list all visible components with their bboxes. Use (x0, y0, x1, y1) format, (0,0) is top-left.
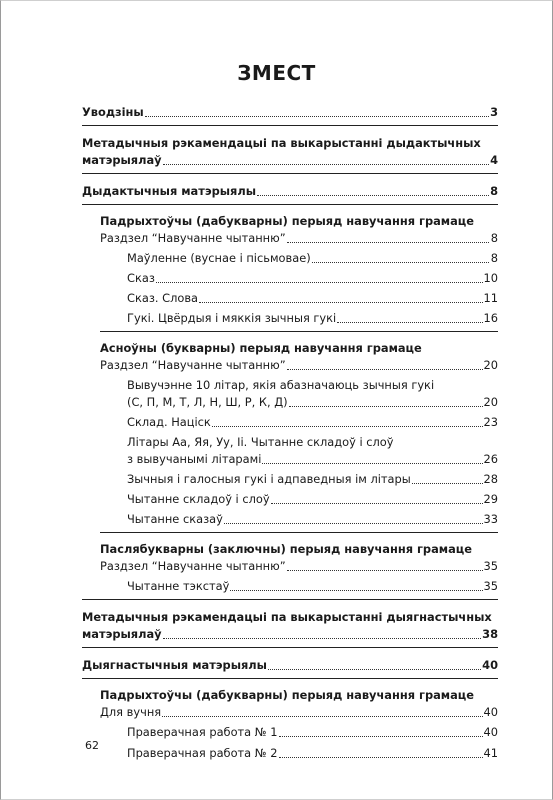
toc-page-number: 20 (483, 358, 498, 372)
toc-section-main (82, 340, 498, 528)
toc-page-number: 4 (490, 153, 498, 167)
toc-entry-label: Раздзел “Навучанне чытанню” (100, 358, 286, 372)
toc-entry-label-line2: матэрыялаў (82, 627, 162, 641)
toc-page-number: 35 (483, 579, 498, 593)
toc-entry-label: Дыдактычныя матэрыялы (82, 184, 256, 198)
toc-page-number: 28 (483, 472, 498, 486)
dot-leader (271, 502, 483, 504)
toc-entry-label-line2: матэрыялаў (82, 153, 162, 167)
toc-subheading: Асноўны (букварны) перыяд навучання грамаце (100, 341, 422, 355)
toc-section-preparatory (82, 213, 498, 327)
dot-leader (224, 522, 483, 524)
toc-subheading: Падрыхтоўчы (дабукварны) перыяд навучання грамаце (100, 688, 474, 702)
toc-entry-method-recommendations-didactic[interactable] (82, 135, 498, 169)
toc-entry-item[interactable] (127, 745, 498, 762)
dot-leader (163, 163, 489, 165)
dot-leader (312, 261, 489, 263)
toc-entry-label-line1: Вывучэнне 10 літар, якія абазначаюць зычныя гукі (127, 378, 435, 392)
toc-entry-item[interactable] (127, 724, 498, 741)
toc-section-diagnostic-preparatory (82, 687, 498, 762)
toc-subheading: Падрыхтоўчы (дабукварны) перыяд навучання грамаце (100, 214, 474, 228)
toc-page-number: 11 (483, 291, 498, 305)
toc-entry-label: Уводзіны (82, 105, 144, 119)
toc-entry-label: Раздзел “Навучанне чытанню” (100, 231, 286, 245)
toc-page-number: 23 (483, 415, 498, 429)
dot-leader (199, 301, 482, 303)
toc-entry-method-recommendations-diagnostic[interactable] (82, 609, 498, 643)
dot-leader (287, 368, 483, 370)
toc-entry-label: Для вучня (100, 705, 162, 719)
toc-entry-label: Сказ (127, 271, 155, 285)
dot-leader (287, 241, 489, 243)
toc-page-number: 8 (490, 184, 498, 198)
dot-leader (162, 715, 482, 717)
toc-entry-item[interactable] (127, 270, 498, 287)
dot-leader (279, 756, 483, 758)
dot-leader (412, 482, 483, 484)
toc-entry-didactic-materials[interactable] (82, 183, 498, 200)
toc-entry-label: Зычныя і галосныя гукі і адпаведныя ім літары (127, 472, 411, 486)
toc-section-post (82, 541, 498, 595)
toc-entry-label-line1: Літары Аа, Яя, Уу, Іі. Чытанне складоў і слоў (127, 435, 394, 449)
toc-entry-item[interactable] (127, 578, 498, 595)
toc-page-number: 16 (483, 311, 498, 325)
toc-entry-item[interactable] (127, 414, 498, 431)
toc-page-number: 26 (483, 452, 498, 466)
toc-page-number: 33 (483, 512, 498, 526)
page-number: 62 (85, 739, 99, 752)
dot-leader (268, 668, 481, 670)
toc-page-number: 8 (490, 251, 498, 265)
toc-entry-label: Дыягнастычныя матэрыялы (82, 658, 267, 672)
toc-entry-label: Маўленне (вуснае і пісьмовае) (127, 251, 311, 265)
toc-page-number: 35 (483, 559, 498, 573)
dot-leader (163, 637, 482, 639)
toc-entry-label: Гукі. Цвёрдыя і мяккія зычныя гукі (127, 311, 337, 325)
toc-entry-label: Чытанне тэкстаў (127, 579, 230, 593)
dot-leader (287, 569, 483, 571)
toc-entry-item[interactable] (127, 290, 498, 307)
dot-leader (262, 462, 482, 464)
toc-page-number: 20 (483, 395, 498, 409)
page-title: ЗМЕСТ (237, 61, 316, 85)
toc-entry-item[interactable] (127, 310, 498, 327)
toc-entry-item[interactable] (127, 377, 498, 411)
toc-page-number: 41 (483, 746, 498, 760)
toc-entry-reading-section[interactable] (100, 558, 498, 575)
toc-page-number: 10 (483, 271, 498, 285)
dot-leader (279, 735, 483, 737)
toc-entry-label: Раздзел “Навучанне чытанню” (100, 559, 286, 573)
table-of-contents (82, 104, 498, 762)
toc-entry-label: Склад. Націск (127, 415, 211, 429)
toc-entry-label: Чытанне сказаў (127, 512, 223, 526)
toc-entry-diagnostic-materials[interactable] (82, 657, 498, 674)
toc-entry-item[interactable] (127, 434, 498, 468)
toc-page-number: 8 (490, 231, 498, 245)
toc-page-number: 40 (482, 658, 498, 672)
toc-entry-intro[interactable] (82, 104, 498, 121)
dot-leader (337, 321, 482, 323)
toc-entry-label-line2: з вывучанымі літарамі (127, 452, 262, 466)
dot-leader (289, 405, 483, 407)
toc-page-number: 40 (483, 705, 498, 719)
dot-leader (212, 425, 483, 427)
toc-entry-label-line1: Метадычныя рэкамендацыі па выкарыстанні дыягнастычных (82, 610, 492, 624)
toc-entry-label-line1: Метадычныя рэкамендацыі па выкарыстанні дыдактычных (82, 136, 481, 150)
toc-page-number: 3 (490, 105, 498, 119)
toc-page-number: 29 (483, 492, 498, 506)
toc-entry-item[interactable] (127, 471, 498, 488)
toc-entry-reading-section[interactable] (100, 357, 498, 374)
toc-page-number: 38 (482, 627, 498, 641)
toc-entry-label: Праверачная работа № 1 (127, 725, 278, 739)
toc-entry-label: Чытанне складоў і слоў (127, 492, 270, 506)
toc-page-number: 40 (483, 725, 498, 739)
toc-subheading: Паслябукварны (заключны) перыяд навучання грамаце (100, 542, 472, 556)
dot-leader (230, 589, 482, 591)
toc-entry-for-student[interactable] (100, 704, 498, 721)
toc-entry-item[interactable] (127, 491, 498, 508)
toc-entry-item[interactable] (127, 250, 498, 267)
toc-entry-label-line2: (С, П, М, Т, Л, Н, Ш, Р, К, Д) (127, 395, 288, 409)
toc-entry-reading-section[interactable] (100, 230, 498, 247)
dot-leader (145, 115, 489, 117)
toc-entry-label: Праверачная работа № 2 (127, 746, 278, 760)
dot-leader (156, 281, 483, 283)
toc-entry-label: Сказ. Слова (127, 291, 199, 305)
toc-entry-item[interactable] (127, 511, 498, 528)
dot-leader (257, 194, 489, 196)
